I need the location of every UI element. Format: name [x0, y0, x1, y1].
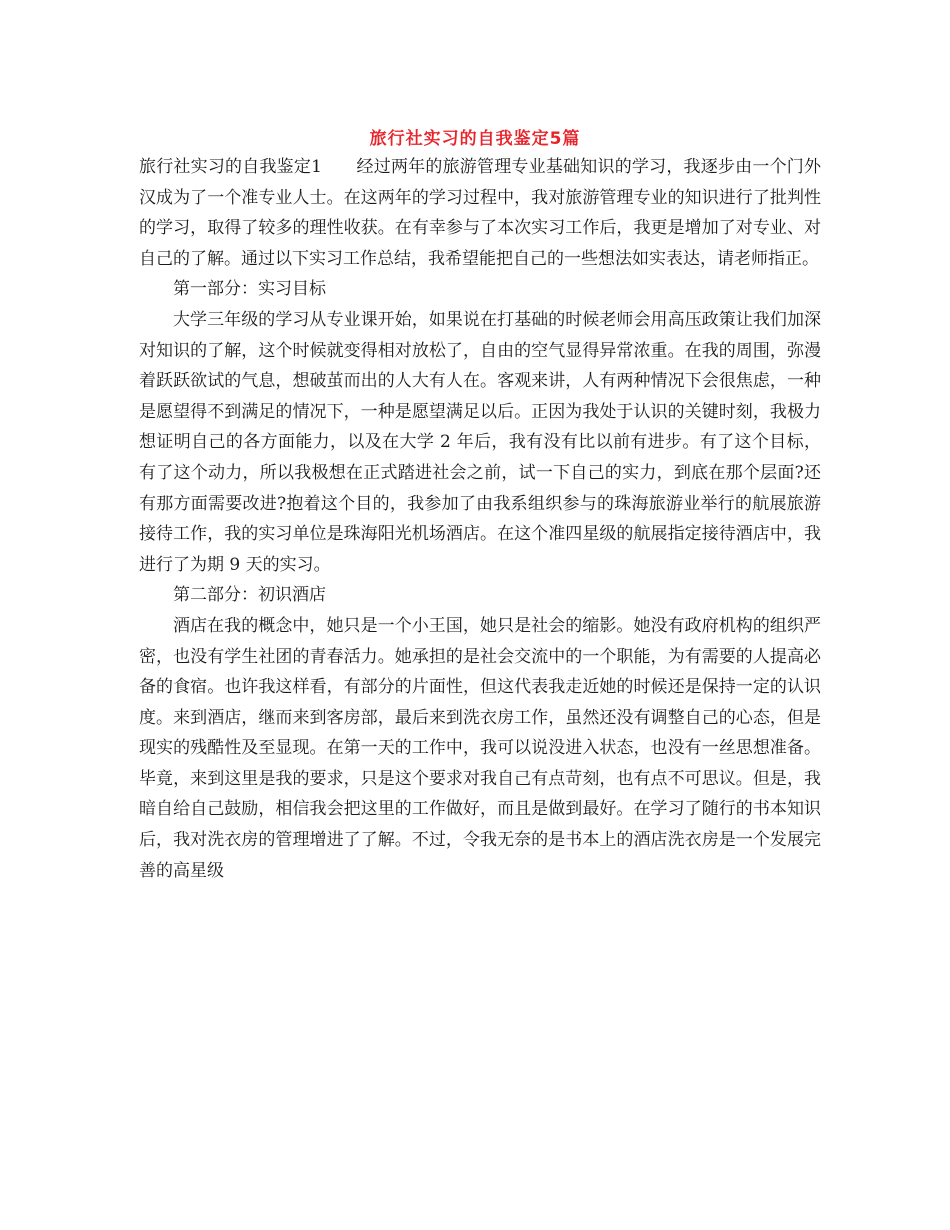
intro-paragraph: [139, 152, 821, 274]
section2-paragraph: 酒店在我的概念中，她只是一个小王国，她只是社会的缩影。她没有政府机构的组织严密，也没有学生社团的青春活力。她承担的是社会交流中的一个职能，为有需要的人提高必备的食宿。也许我这样看，有部分的片面性，但这代表我走近她的时候还是保持一定的认识度。来到酒店，继而来到客房部，最后来到洗衣房工作，虽然还没有调整自己的心态，但是现实的残酷性及至显现。在第一天的工作中，我可以说没进入状态，也没有一丝思想准备。毕竟，来到这里是我的要求，只是这个要求对我自己有点苛刻，也有点不可思议。但是，我暗自给自己鼓励，相信我会把这里的工作做好，而且是做到最好。在学习了随行的书本知识后，我对洗衣房的管理增进了了解。不过，令我无奈的是书本上的酒店洗衣房是一个发展完善的高星级: [139, 615, 821, 881]
section1-heading: 第一部分：实习目标: [173, 279, 326, 300]
section2-heading: 第二部分：初识酒店: [173, 585, 326, 606]
intro-lead: 旅行社实习的自我鉴定1: [139, 157, 357, 177]
document-title: 旅行社实习的自我鉴定5篇: [369, 129, 581, 149]
intro-text: 经过两年的旅游管理专业基础知识的学习，我逐步由一个门外汉成为了一个准专业人士。在这两年的学习过程中，我对旅游管理专业的知识进行了批判性的学习，取得了较多的理性收获。在有幸参与了本次实习工作后，我更是增加了对专业、对自己的了解。通过以下实习工作总结，我希望能把自己的一些想法如实表达，请老师指正。: [139, 157, 821, 269]
section1-paragraph: 大学三年级的学习从专业课开始，如果说在打基础的时候老师会用高压政策让我们加深对知识的了解，这个时候就变得相对放松了，自由的空气显得异常浓重。在我的周围，弥漫着跃跃欲试的气息，想破茧而出的人大有人在。客观来讲，人有两种情况下会很焦虑，一种是愿望得不到满足的情况下，一种是愿望满足以后。正因为我处于认识的关键时刻，我极力想证明自己的各方面能力，以及在大学 2 年后，我有没有比以前有进步。有了这个目标，有了这个动力，所以我极想在正式踏进社会之前，试一下自己的实力，到底在那个层面?还有那方面需要改进?抱着这个目的，我参加了由我系组织参与的珠海旅游业举行的航展旅游接待工作，我的实习单位是珠海阳光机场酒店。在这个准四星级的航展指定接待酒店中，我进行了为期 9 天的实习。: [139, 309, 821, 575]
document-body: [139, 152, 821, 886]
